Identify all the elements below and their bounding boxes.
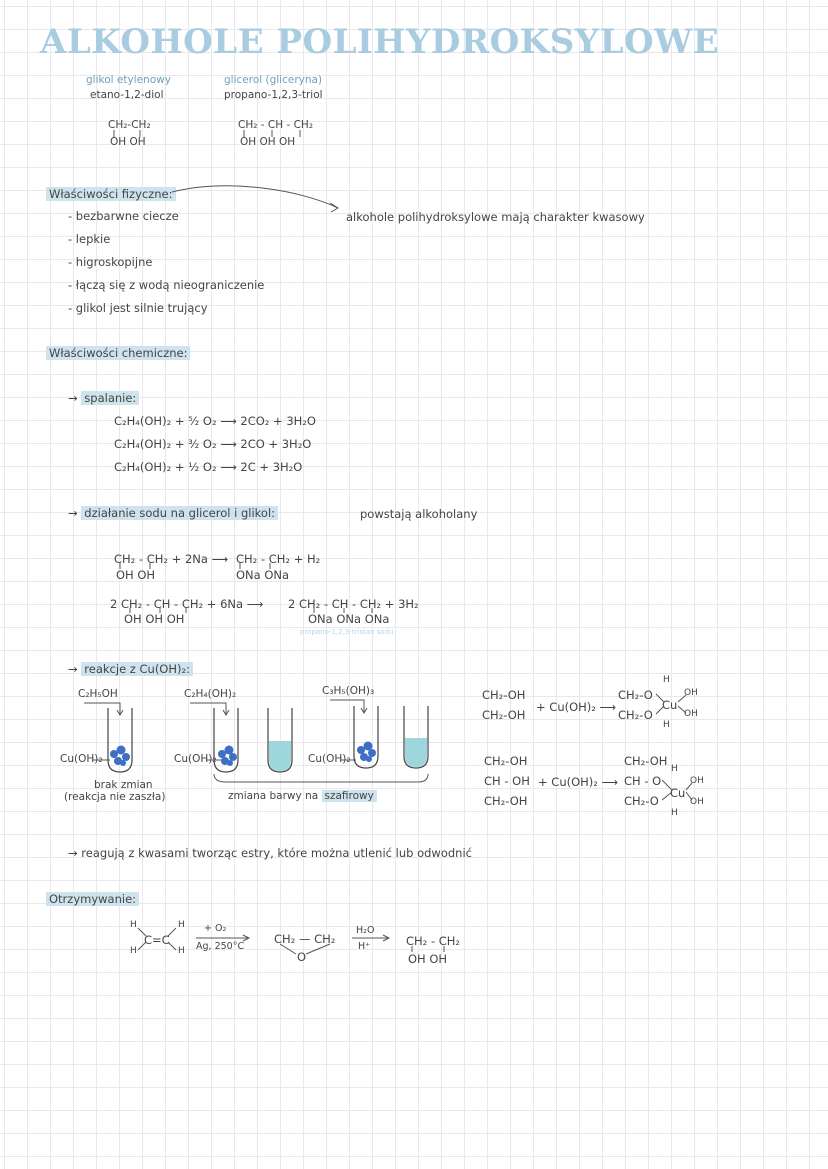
sodium-label: → działanie sodu na glicerol i glikol: — [68, 506, 278, 520]
liquid-glikol — [269, 741, 291, 771]
glicerol-name: glicerol (gliceryna) — [224, 74, 323, 86]
physical-item: - lepkie — [68, 232, 111, 246]
physical-item: - bezbarwne ciecze — [68, 209, 179, 223]
glikol-row: CH₂-OH — [482, 708, 526, 722]
glicerol-oh: OH OH OH — [240, 136, 296, 148]
acidic-note: alkohole polihydroksylowe mają charakter kwasowy — [346, 210, 645, 224]
glicerol-row: CH₂-OH — [484, 754, 528, 768]
reagent-label: Cu(OH)₂ — [60, 753, 103, 765]
note-arrow-head — [330, 203, 338, 212]
product-row: CH₂-O — [618, 688, 653, 702]
cu-label: → reakcje z Cu(OH)₂: — [68, 662, 193, 676]
tube-label-glikol: C₂H₄(OH)₂ — [184, 688, 237, 700]
step1-reagent: + O₂ — [204, 923, 227, 934]
burning-label: → spalanie: — [68, 391, 139, 405]
glycol-product-oh: OH OH — [408, 952, 448, 966]
sodium-eq2-left: 2 CH₂ - CH - CH₂ + 6Na ⟶ — [110, 597, 264, 611]
burning-equation: C₂H₄(OH)₂ + ⁵⁄₂ O₂ ⟶ 2CO₂ + 3H₂O — [114, 414, 316, 428]
glycol-product: CH₂ - CH₂ — [406, 934, 461, 948]
liquid-glicerol — [405, 738, 427, 767]
glicerol-iupac: propano-1,2,3-triol — [224, 89, 323, 101]
burning-equation: C₂H₄(OH)₂ + ³⁄₂ O₂ ⟶ 2CO + 3H₂O — [114, 437, 312, 451]
precipitate-ethanol — [110, 746, 130, 767]
sodium-eq1-right: CH₂ - CH₂ + H₂ — [236, 552, 321, 566]
note-arrow — [172, 186, 338, 208]
tube-label-glicerol: C₃H₅(OH)₃ — [322, 685, 375, 697]
step2-reagent: H₂O — [356, 925, 375, 936]
physical-heading: Właściwości fizyczne: — [46, 187, 176, 201]
faint-label: propano-1,2,3-triolan sodu — [300, 628, 394, 636]
no-reaction-label: (reakcja nie zaszła) — [64, 791, 166, 803]
glikol-chain: CH₂-CH₂ — [108, 119, 151, 131]
product-row: CH - O — [624, 774, 662, 788]
h-symbol: H — [663, 720, 670, 730]
glicerol-row: CH₂-OH — [484, 794, 528, 808]
h-symbol: H — [130, 920, 137, 930]
epoxide: CH₂ — CH₂ — [274, 932, 336, 946]
oh-symbol: OH — [684, 688, 698, 698]
ethene: C=C — [144, 933, 170, 947]
sodium-eq1-left-sub: OH OH — [116, 568, 156, 582]
glicerol-row: CH - OH — [484, 774, 530, 788]
product-row: CH₂-OH — [624, 754, 668, 768]
h-symbol: H — [130, 946, 137, 956]
obtaining-heading: Otrzymywanie: — [46, 892, 139, 906]
epoxide-oxygen: O — [297, 950, 307, 964]
sodium-eq2-left-sub: OH OH OH — [124, 612, 185, 626]
h-symbol: H — [663, 675, 670, 685]
h-symbol: H — [178, 920, 185, 930]
oh-symbol: OH — [690, 776, 704, 786]
sodium-eq1-right-sub: ONa ONa — [236, 568, 290, 582]
precipitate-glicerol — [357, 742, 376, 763]
h-symbol: H — [671, 764, 678, 774]
product-row: CH₂-O — [618, 708, 653, 722]
product-row: CH₂-O — [624, 794, 659, 808]
sodium-eq2-right: 2 CH₂ - CH - CH₂ + 3H₂ — [288, 597, 419, 611]
physical-item: - glikol jest silnie trujący — [68, 301, 208, 315]
burning-equation: C₂H₄(OH)₂ + ¹⁄₂ O₂ ⟶ 2C + 3H₂O — [114, 460, 303, 474]
step1-condition: Ag, 250°C — [196, 941, 245, 952]
glikol-oh: OH OH — [110, 136, 146, 148]
esters-line: → reagują z kwasami tworząc estry, które można utlenić lub odwodnić — [68, 846, 472, 860]
sodium-result: powstają alkoholany — [360, 507, 478, 521]
glikol-iupac: etano-1,2-diol — [90, 89, 164, 101]
cu-plus: + Cu(OH)₂ ⟶ — [538, 775, 619, 789]
cu-symbol: Cu — [670, 786, 686, 800]
cu-symbol: Cu — [662, 698, 678, 712]
page-title: ALKOHOLE POLIHYDROKSYLOWE — [40, 22, 720, 62]
sodium-eq2-right-sub: ONa ONa ONa — [308, 612, 390, 626]
color-change-label: zmiana barwy na szafirowy — [228, 790, 377, 802]
no-change-label: brak zmian — [94, 779, 153, 791]
reagent-label: Cu(OH)₂ — [308, 753, 351, 765]
glicerol-chain: CH₂ - CH - CH₂ — [238, 119, 314, 131]
chemical-heading: Właściwości chemiczne: — [46, 346, 190, 360]
oh-symbol: OH — [684, 709, 698, 719]
oh-symbol: OH — [690, 797, 704, 807]
h-symbol: H — [178, 946, 185, 956]
sodium-eq1-left: CH₂ - CH₂ + 2Na ⟶ — [114, 552, 229, 566]
precipitate-glikol — [218, 746, 237, 767]
h-symbol: H — [671, 808, 678, 818]
glikol-name: glikol etylenowy — [86, 74, 171, 86]
physical-item: - łączą się z wodą nieograniczenie — [68, 278, 265, 292]
reagent-label: Cu(OH)₂ — [174, 753, 217, 765]
glikol-row: CH₂-OH — [482, 688, 526, 702]
physical-item: - higroskopijne — [68, 255, 153, 269]
step2-condition: H⁺ — [358, 941, 371, 952]
cu-plus: + Cu(OH)₂ ⟶ — [536, 700, 617, 714]
tube-label-ethanol: C₂H₅OH — [78, 688, 118, 700]
